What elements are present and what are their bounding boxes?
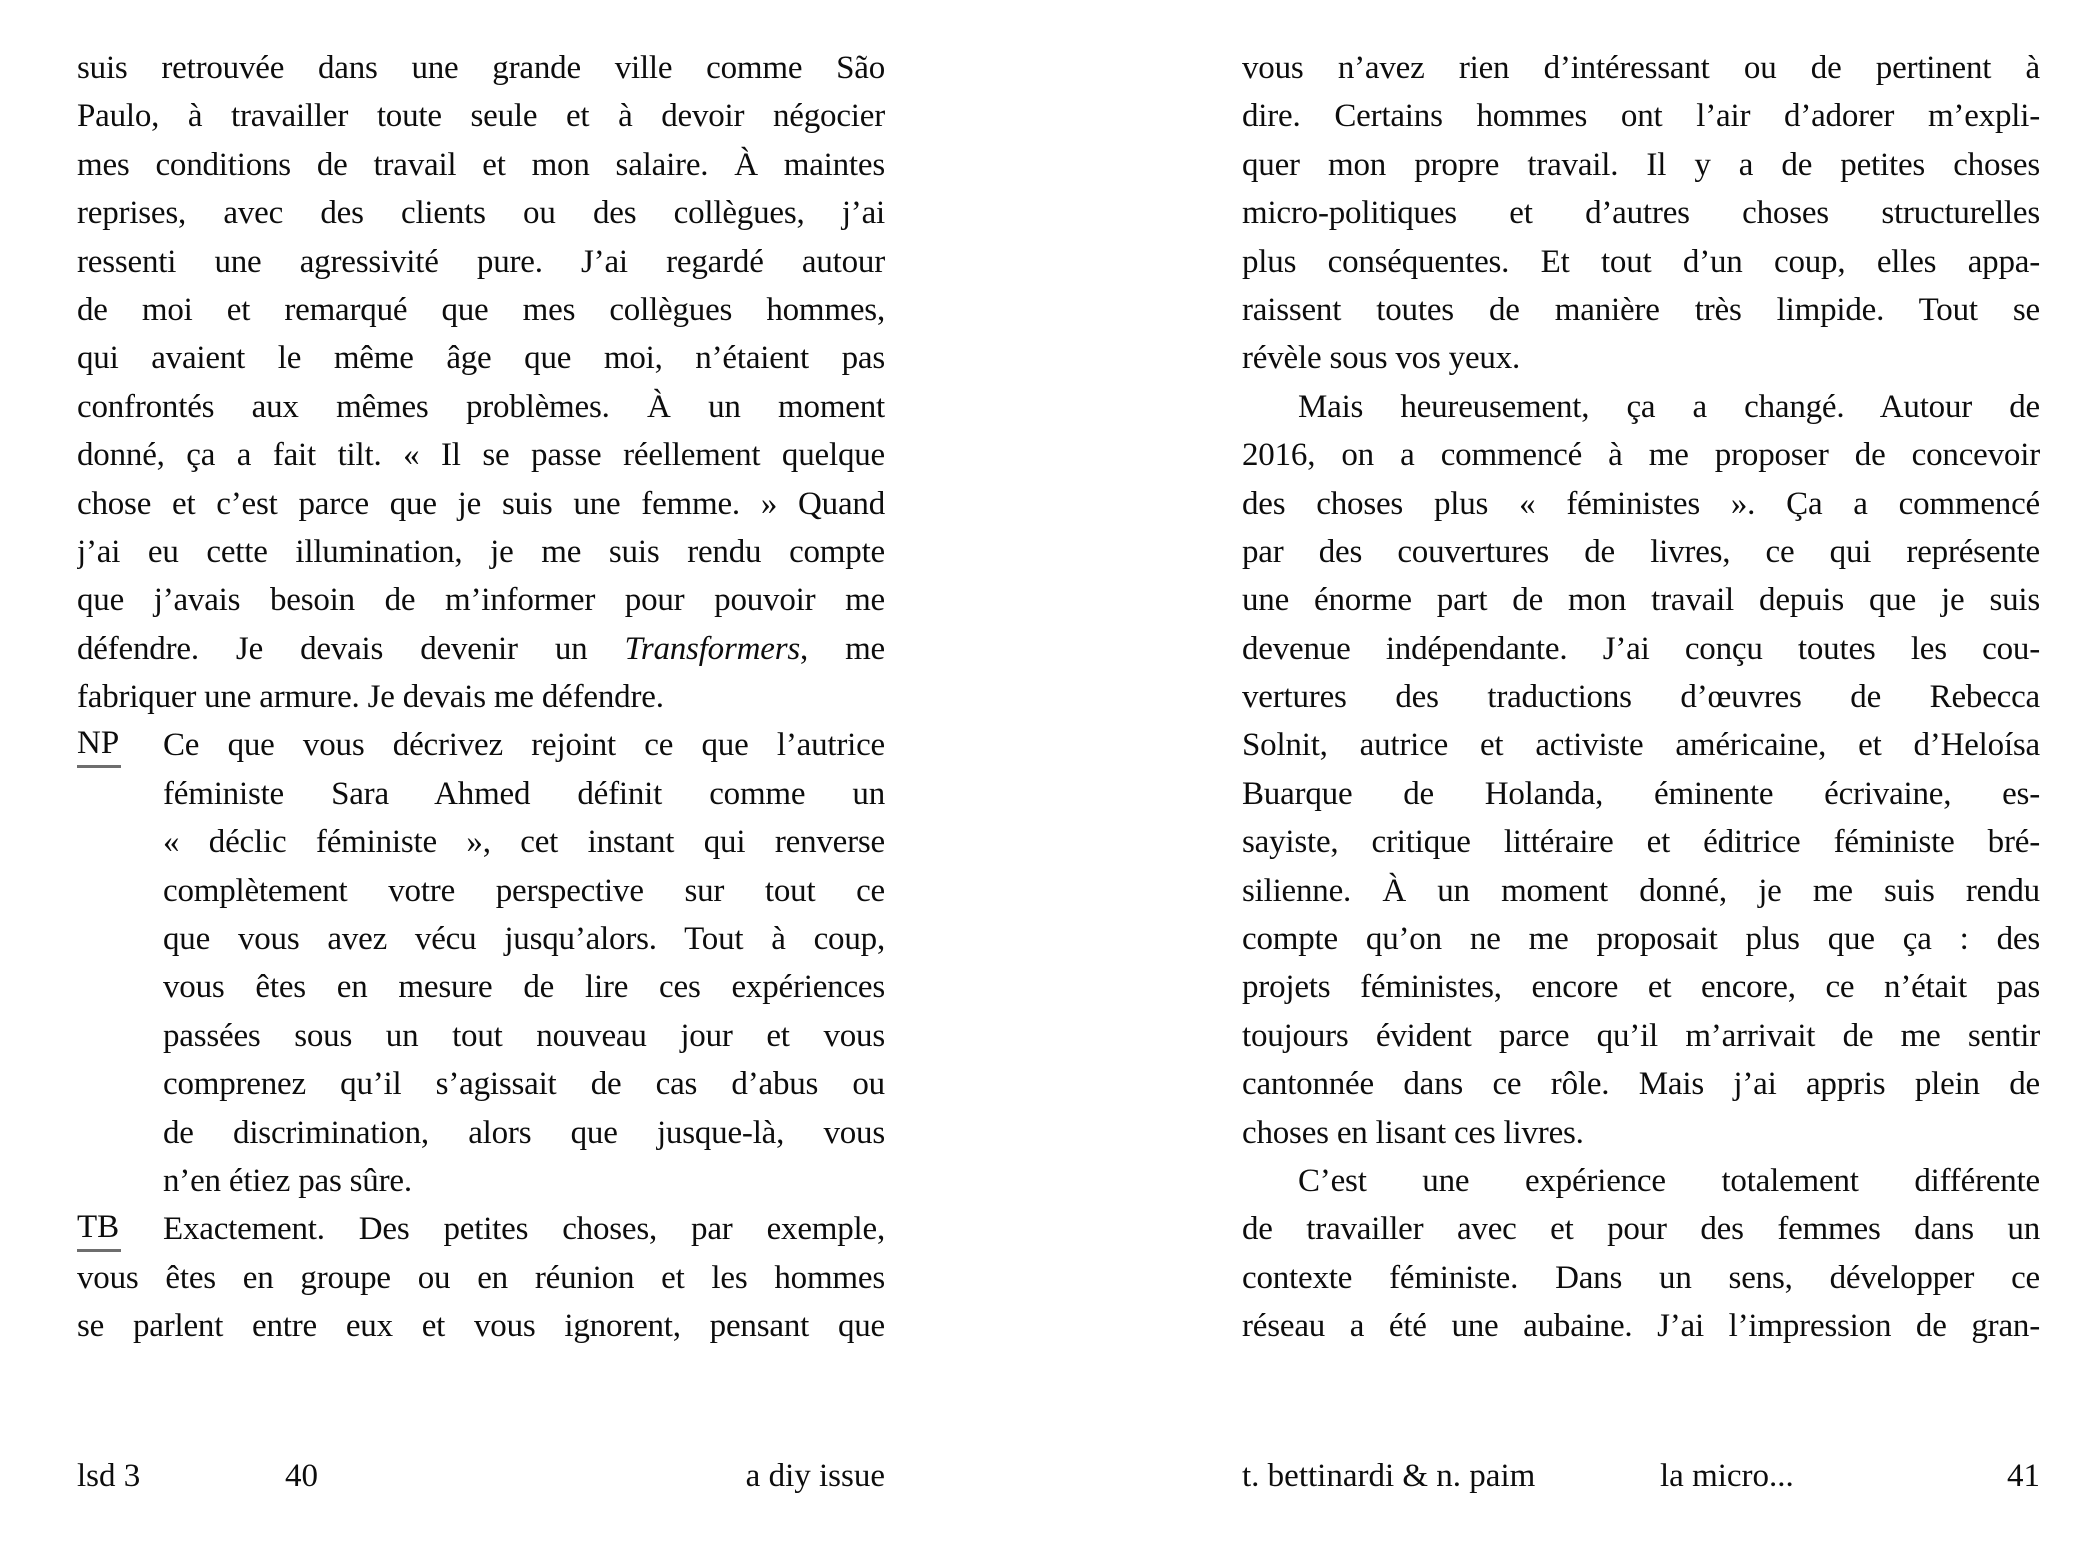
text-line: « déclic féministe », cet instant qui renverse (163, 824, 885, 861)
text-line: par des couvertures de livres, ce qui représente (1242, 533, 2040, 570)
paragraph (1242, 383, 2040, 1157)
text-line: reprises, avec des clients ou des collègues, j’ai (77, 195, 885, 232)
text-line: vous êtes en mesure de lire ces expériences (163, 969, 885, 1006)
text-line: C’est une expérience totalement différente (1298, 1162, 2040, 1199)
text-line: Solnit, autrice et activiste américaine, et d’Heloísa (1242, 727, 2040, 764)
page-right-text (1242, 44, 2040, 1351)
text-line: fabriquer une armure. Je devais me défendre. (77, 679, 664, 716)
footer-authors-label: t. bettinardi & n. paim (1242, 1458, 1536, 1494)
text-line: compte qu’on ne me proposait plus que ça : des (1242, 921, 2040, 958)
text-line: vertures des traductions d’œuvres de Rebecca (1242, 679, 2040, 716)
text-line: réseau a été une aubaine. J’ai l’impression de gran- (1242, 1308, 2040, 1345)
text-line: cantonnée dans ce rôle. Mais j’ai appris plein de (1242, 1066, 2040, 1103)
text-line: complètement votre perspective sur tout ce (163, 872, 885, 909)
text-line: j’ai eu cette illumination, je me suis rendu compte (77, 533, 885, 570)
text-line: donné, ça a fait tilt. « Il se passe réellement quelque (77, 437, 885, 474)
text-line: micro-politiques et d’autres choses structurelles (1242, 195, 2040, 232)
footer-edition-label: lsd 3 (77, 1458, 141, 1494)
text-line: mes conditions de travail et mon salaire. À maintes (77, 146, 885, 183)
text-line: Ce que vous décrivez rejoint ce que l’autrice (163, 727, 885, 764)
text-line: comprenez qu’il s’agissait de cas d’abus ou (163, 1066, 885, 1103)
text-line: Paulo, à travailler toute seule et à devoir négocier (77, 98, 885, 135)
text-line: plus conséquentes. Et tout d’un coup, elles appa- (1242, 243, 2040, 280)
text-line: féministe Sara Ahmed définit comme un (163, 775, 885, 812)
text-line: passées sous un tout nouveau jour et vous (163, 1017, 885, 1054)
speaker-label-np: NP (77, 721, 121, 768)
text-line: dire. Certains hommes ont l’air d’adorer m’expli- (1242, 98, 2040, 135)
text-line: contexte féministe. Dans un sens, développer ce (1242, 1259, 2040, 1296)
speaker-label-tb: TB (77, 1205, 121, 1252)
text-line: vous êtes en groupe ou en réunion et les hommes (77, 1259, 885, 1296)
text-line: qui avaient le même âge que moi, n’étaient pas (77, 340, 885, 377)
text-line: quer mon propre travail. Il y a de petites choses (1242, 146, 2040, 183)
text-line: révèle sous vos yeux. (1242, 340, 1521, 377)
footer-article-title: la micro... (1660, 1458, 1794, 1494)
text-line: Mais heureusement, ça a changé. Autour de (1298, 388, 2040, 425)
text-line: de moi et remarqué que mes collègues hommes, (77, 291, 885, 328)
text-line: n’en étiez pas sûre. (163, 1162, 412, 1199)
text-line: défendre. Je devais devenir un Transformers, me (77, 630, 885, 667)
text-line: de travailler avec et pour des femmes dans un (1242, 1211, 2040, 1248)
text-line: chose et c’est parce que je suis une femme. » Quand (77, 485, 885, 522)
text-line: de discrimination, alors que jusque-là, vous (163, 1114, 885, 1151)
text-line: que vous avez vécu jusqu’alors. Tout à coup, (163, 921, 885, 958)
paragraph (1242, 1157, 2040, 1351)
text-line: choses en lisant ces livres. (1242, 1114, 1584, 1151)
page-right-footer (1242, 1452, 2040, 1502)
text-line: des choses plus « féministes ». Ça a commencé (1242, 485, 2040, 522)
text-line: que j’avais besoin de m’informer pour pouvoir me (77, 582, 885, 619)
footer-page-number-left: 40 (285, 1458, 318, 1494)
text-line: Exactement. Des petites choses, par exemple, (163, 1211, 885, 1248)
footer-issue-title: a diy issue (745, 1458, 885, 1494)
text-line: ressenti une agressivité pure. J’ai regardé autour (77, 243, 885, 280)
text-line: une énorme part de mon travail depuis que je suis (1242, 582, 2040, 619)
paragraph (77, 44, 885, 721)
text-line: silienne. À un moment donné, je me suis rendu (1242, 872, 2040, 909)
text-line: projets féministes, encore et encore, ce n’était pas (1242, 969, 2040, 1006)
paragraph (1242, 44, 2040, 383)
text-line: toujours évident parce qu’il m’arrivait de me sentir (1242, 1017, 2040, 1054)
text-line: se parlent entre eux et vous ignorent, pensant que (77, 1308, 885, 1345)
dialogue-block-np (77, 721, 885, 1205)
text-line: suis retrouvée dans une grande ville comme São (77, 50, 885, 86)
text-line: confrontés aux mêmes problèmes. À un moment (77, 388, 885, 425)
page-left-text (77, 44, 885, 1351)
text-line: vous n’avez rien d’intéressant ou de pertinent à (1242, 50, 2040, 86)
dialogue-block-tb (77, 1205, 885, 1350)
footer-page-number-right: 41 (2007, 1458, 2040, 1494)
page-left-footer (77, 1452, 885, 1502)
text-line: devenue indépendante. J’ai conçu toutes les cou- (1242, 630, 2040, 667)
text-line: Buarque de Holanda, éminente écrivaine, es- (1242, 775, 2040, 812)
text-line: raissent toutes de manière très limpide. Tout se (1242, 291, 2040, 328)
text-line: 2016, on a commencé à me proposer de concevoir (1242, 437, 2040, 474)
text-line: sayiste, critique littéraire et éditrice féministe bré- (1242, 824, 2040, 861)
